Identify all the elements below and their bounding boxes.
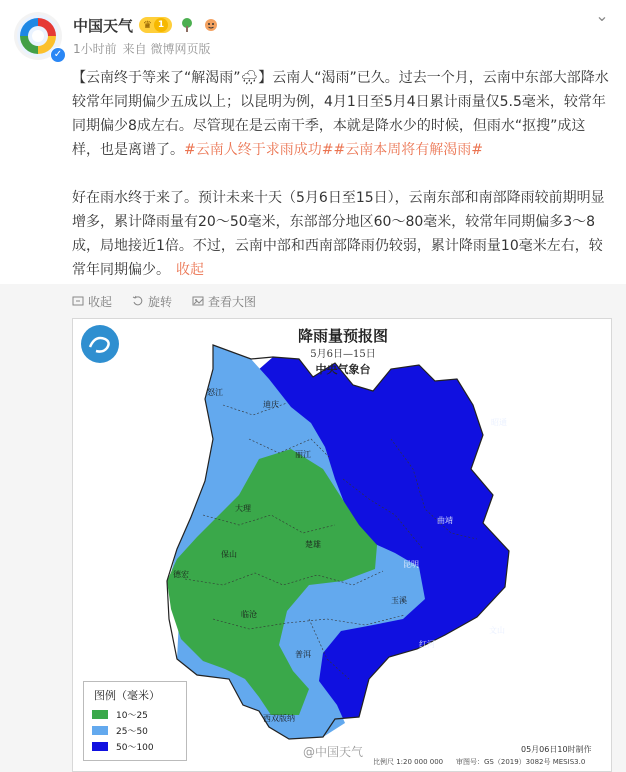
paragraph-1-lead: 【云南终于等来了“解渴雨” <box>72 70 241 86</box>
post-source: 来自 微博网页版 <box>122 42 211 56</box>
place-label: 保山 <box>221 550 237 559</box>
watermark: @中国天气 <box>303 745 364 759</box>
map-legend <box>83 681 187 761</box>
map-title: 降雨量预报图 <box>297 327 388 345</box>
rainfall-forecast-map[interactable] <box>72 318 612 772</box>
view-large-button[interactable] <box>192 293 256 310</box>
map-org: 中央气象台 <box>315 363 371 376</box>
collapse-icon <box>72 295 84 307</box>
chevron-down-icon[interactable]: ⌄ <box>595 6 609 25</box>
image-toolbar <box>72 292 256 310</box>
legend-label: 10～25 <box>116 711 148 721</box>
legend-item <box>92 724 148 737</box>
place-label: 楚雄 <box>305 540 321 549</box>
rain-cloud-icon: 🌧 <box>240 70 259 86</box>
paragraph-2 <box>72 186 612 282</box>
hashtag-link[interactable]: #云南人终于求雨成功# <box>184 142 334 158</box>
hashtag-link[interactable]: #云南本周将有解渴雨# <box>333 142 483 158</box>
view-large-label: 查看大图 <box>208 294 257 309</box>
place-label: 红河 <box>419 640 435 649</box>
paragraph-1-body: 】云南人“渴雨”已久。过去一个月，云南中东部大部降水较常年同期偏少五成以上；以昆明为例，4月1日至5月4日累计雨量仅5.5毫米，较常年同期偏少8成左右。尽管现在是云南干季，本就是降水少的时候，但雨水“抠搜”成这样，也是离谱了。 <box>72 70 609 158</box>
place-label: 大理 <box>235 504 251 513</box>
collect-button[interactable] <box>72 293 112 310</box>
tree-icon[interactable] <box>178 16 196 34</box>
review-number: 审图号：GS（2019）3082号 MESIS3.0 <box>456 758 586 766</box>
place-label: 丽江 <box>295 450 311 459</box>
collect-label: 收起 <box>88 294 113 309</box>
place-label: 昭通 <box>491 418 507 427</box>
scale-text: 比例尺 1:20 000 000 <box>373 758 444 766</box>
legend-swatch <box>92 710 108 719</box>
place-label: 德宏 <box>173 570 189 579</box>
place-label: 曲靖 <box>437 516 453 525</box>
legend-label: 25～50 <box>116 727 148 737</box>
rotate-label: 旋转 <box>148 294 173 309</box>
media-area <box>0 284 626 772</box>
legend-label: 50～100 <box>116 743 154 753</box>
map-date: 5月6日—15日 <box>310 349 376 360</box>
post-time[interactable]: 1小时前 <box>73 42 117 56</box>
rotate-icon <box>132 295 144 307</box>
place-label: 怒江 <box>207 388 223 397</box>
place-label: 文山 <box>489 626 505 635</box>
rotate-button[interactable] <box>132 293 172 310</box>
legend-item <box>92 740 154 753</box>
post-text <box>72 66 612 282</box>
author-name[interactable]: 中国天气 <box>73 16 134 35</box>
collapse-link[interactable]: 收起 <box>176 262 204 278</box>
made-time: 05月06日10时制作 <box>521 745 592 754</box>
legend-title: 图例（毫米） <box>94 689 160 702</box>
verified-badge-icon: ✓ <box>50 47 66 63</box>
place-label: 迪庆 <box>263 400 279 409</box>
legend-swatch <box>92 726 108 735</box>
place-label: 玉溪 <box>391 596 407 605</box>
image-icon <box>192 295 204 307</box>
paragraph-1 <box>72 66 612 162</box>
legend-item <box>92 708 148 721</box>
place-label: 普洱 <box>295 650 311 659</box>
legend-swatch <box>92 742 108 751</box>
vip-crown-icon[interactable]: ♛ 1 <box>139 17 172 33</box>
paragraph-2-body: 好在雨水终于来了。预计未来十天（5月6日至15日），云南东部和南部降雨较前期明显增多，累计降雨量有20～50毫米，东部部分地区60～80毫米，较常年同期偏多3～8成，局地接近1倍。不过，云南中部和西南部降雨仍较弱，累计降雨量10毫米左右，较常年同期偏少。 <box>72 190 605 278</box>
place-label: 西双版纳 <box>263 714 295 723</box>
level-badge: 1 <box>154 18 168 32</box>
face-badge-icon[interactable] <box>202 16 220 34</box>
place-label: 昆明 <box>403 560 419 569</box>
place-label: 临沧 <box>241 610 257 619</box>
